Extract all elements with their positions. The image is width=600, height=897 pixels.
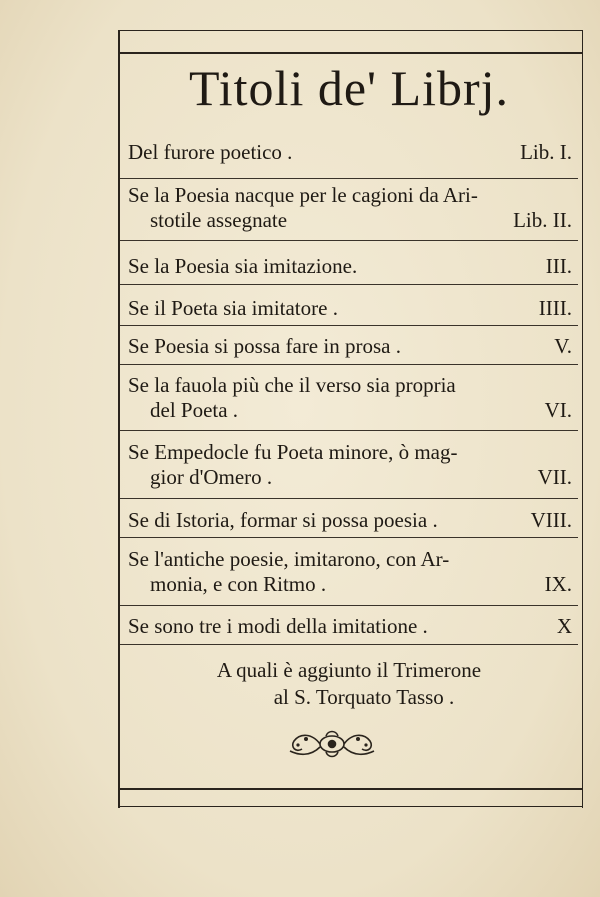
book-number: VII. bbox=[537, 465, 572, 489]
separator bbox=[120, 178, 578, 179]
toc-entry bbox=[128, 334, 574, 359]
book-number: III. bbox=[545, 254, 572, 278]
separator bbox=[120, 325, 578, 326]
separator bbox=[120, 498, 578, 499]
separator bbox=[120, 364, 578, 365]
closing-line: A quali è aggiunto il Trimerone bbox=[216, 658, 482, 682]
toc-entry bbox=[128, 183, 574, 233]
entry-text: del Poeta . bbox=[150, 398, 239, 422]
book-number: VI. bbox=[544, 398, 572, 422]
book-number: IX. bbox=[544, 572, 572, 596]
entry-text: Se la fauola più che il verso sia propria bbox=[128, 373, 456, 397]
book-number: Lib. I. bbox=[520, 140, 572, 164]
entry-text: Se sono tre i modi della imitatione . bbox=[128, 614, 428, 638]
book-number: Lib. II. bbox=[513, 208, 572, 232]
toc-entry bbox=[128, 547, 574, 597]
book-number: V. bbox=[554, 334, 572, 358]
toc-entry bbox=[128, 508, 574, 533]
toc-entry bbox=[128, 440, 574, 490]
entry-text: Se l'antiche poesie, imitarono, con Ar- bbox=[128, 547, 450, 571]
entry-text: monia, e con Ritmo . bbox=[150, 572, 327, 596]
toc-entry bbox=[128, 254, 574, 279]
separator bbox=[120, 284, 578, 285]
toc-entry bbox=[128, 140, 574, 165]
separator bbox=[120, 644, 578, 645]
entry-text: gior d'Omero . bbox=[150, 465, 273, 489]
book-number: VIII. bbox=[530, 508, 572, 532]
entry-text: Se la Poesia sia imitazione. bbox=[128, 254, 358, 278]
toc-entry bbox=[128, 614, 574, 639]
closing-line: al S. Torquato Tasso . bbox=[273, 685, 455, 709]
separator bbox=[120, 605, 578, 606]
toc-entry bbox=[128, 296, 574, 321]
closing-note bbox=[118, 657, 580, 711]
entry-text: Se la Poesia nacque per le cagioni da Ari- bbox=[128, 183, 478, 207]
entry-text: Se Poesia si possa fare in prosa . bbox=[128, 334, 401, 358]
book-number: X bbox=[556, 614, 572, 638]
top-rule bbox=[118, 52, 582, 54]
entry-text: stotile assegnate bbox=[150, 208, 288, 232]
bottom-rule bbox=[118, 788, 582, 790]
separator bbox=[120, 430, 578, 431]
floral-tailpiece-ornament-icon bbox=[286, 727, 378, 761]
entry-text: Del furore poetico . bbox=[128, 140, 293, 164]
top-rule-thin bbox=[118, 30, 582, 31]
book-number: IIII. bbox=[538, 296, 572, 320]
entry-text: Se di Istoria, formar si possa poesia . bbox=[128, 508, 438, 532]
entry-text: Se Empedocle fu Poeta minore, ò mag- bbox=[128, 440, 458, 464]
separator bbox=[120, 240, 578, 241]
separator bbox=[120, 537, 578, 538]
entry-text: Se il Poeta sia imitatore . bbox=[128, 296, 338, 320]
page-title: Titoli de' Librj. bbox=[188, 60, 510, 116]
bottom-rule-thin bbox=[118, 806, 582, 807]
toc-entry bbox=[128, 373, 574, 423]
